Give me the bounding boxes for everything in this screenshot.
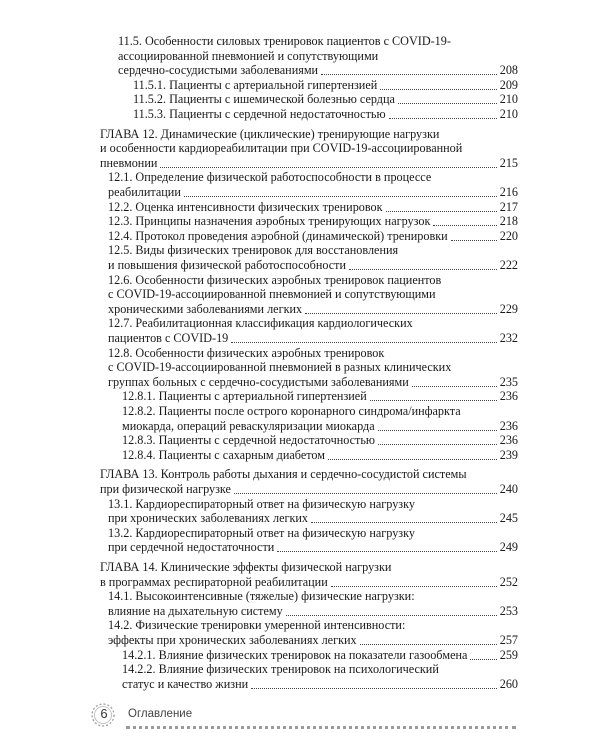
entry-page: 215 <box>499 155 518 170</box>
entry-title: 11.5.2. Пациенты с ишемической болезнью сердца <box>133 92 395 107</box>
toc-entry[interactable] <box>108 633 518 648</box>
entry-title: ассоциированной пневмонией и сопутствующими <box>118 48 379 63</box>
entry-title: с COVID-19-ассоциированной пневмонией в разных клинических <box>108 360 452 375</box>
entry-title: 12.5. Виды физических тренировок для восстановления <box>108 243 399 258</box>
entry-title: 11.5. Особенности силовых тренировок пациентов с COVID-19- <box>118 34 451 48</box>
entry-page: 208 <box>499 63 518 78</box>
dot-leader <box>470 659 496 660</box>
entry-title: 11.5.1. Пациенты с артериальной гипертензией <box>133 77 378 92</box>
entry-title: пациентов с COVID-19 <box>108 331 229 345</box>
page-number: 6 <box>100 706 108 721</box>
entry-title: 12.1. Определение физической работоспособности в процессе <box>108 170 432 185</box>
entry-page: 249 <box>499 540 518 555</box>
entry-page: 209 <box>499 77 518 92</box>
toc-entry[interactable] <box>122 662 518 677</box>
entry-title: 13.2. Кардиореспираторный ответ на физическую нагрузку <box>108 525 415 540</box>
entry-page: 210 <box>499 92 518 107</box>
entry-title: 14.1. Высокоинтенсивные (тяжелые) физические нагрузки: <box>108 589 415 604</box>
entry-page: 257 <box>499 633 518 647</box>
entry-page: 236 <box>499 418 518 433</box>
entry-title: 14.2.2. Влияние физических тренировок на психологический <box>122 662 439 677</box>
page-footer <box>88 700 528 730</box>
entry-page: 236 <box>499 433 518 448</box>
entry-title: сердечно-сосудистыми заболеваниями <box>118 63 319 78</box>
entry-title: 12.8. Особенности физических аэробных тренировок <box>108 345 385 360</box>
footer-section-title: Оглавление <box>128 708 193 720</box>
entry-title: 13.1. Кардиореспираторный ответ на физическую нагрузку <box>108 496 415 511</box>
entry-title: и повышения физической работоспособности <box>108 258 347 272</box>
toc-entry[interactable] <box>122 677 518 692</box>
entry-title: при хронических заболеваниях легких <box>108 511 309 526</box>
entry-page: 210 <box>499 107 518 121</box>
footer-dotted-rule <box>126 722 516 729</box>
entry-page: 253 <box>499 603 518 618</box>
entry-page: 239 <box>499 447 518 462</box>
entry-page: 245 <box>499 511 518 526</box>
entry-title: 12.2. Оценка интенсивности физических тренировок <box>108 199 383 214</box>
toc-entry[interactable] <box>108 618 405 633</box>
entry-page: 232 <box>499 331 518 345</box>
chapter-title: в программах респираторной реабилитации <box>100 574 328 589</box>
toc-entry[interactable] <box>122 648 518 663</box>
dot-leader <box>251 688 497 689</box>
entry-title: 12.4. Протокол проведения аэробной (динамической) тренировки <box>108 228 448 243</box>
entry-page: 216 <box>499 185 518 199</box>
entry-page: 260 <box>499 676 518 691</box>
entry-title: реабилитации <box>108 185 181 199</box>
entry-title: 12.8.1. Пациенты с артериальной гипертензией <box>122 389 367 404</box>
entry-page: 222 <box>499 258 518 272</box>
entry-title: 12.6. Особенности физических аэробных тренировок пациентов <box>108 272 442 287</box>
chapter-title: при физической нагрузке <box>100 482 231 496</box>
entry-page: 236 <box>499 389 518 404</box>
entry-title: 14.2. Физические тренировки умеренной интенсивности: <box>108 618 406 633</box>
chapter-title: пневмонии <box>100 155 158 170</box>
entry-title: 11.5.3. Пациенты с сердечной недостаточностью <box>133 107 386 121</box>
entry-title: группах больных с сердечно-сосудистыми заболеваниями <box>108 374 409 389</box>
entry-title: 12.3. Принципы назначения аэробных тренирующих нагрузок <box>108 214 431 229</box>
entry-page: 259 <box>499 647 518 662</box>
chapter-title: ГЛАВА 14. Клинические эффекты физической нагрузки <box>100 560 392 574</box>
chapter-title: ГЛАВА 12. Динамические (циклические) тренирующие нагрузки <box>100 126 440 141</box>
chapter-title: ГЛАВА 13. Контроль работы дыхания и сердечно-сосудистой системы <box>100 467 467 482</box>
entry-title: эффекты при хронических заболеваниях легких <box>108 633 357 647</box>
chapter-title: и особенности кардиореабилитации при COVID-19-ассоциированной <box>100 141 463 156</box>
entry-page: 217 <box>499 199 518 214</box>
entry-title: 12.8.4. Пациенты с сахарным диабетом <box>122 447 325 462</box>
entry-title: статус и качество жизни <box>122 676 249 691</box>
entry-page: 218 <box>499 214 518 229</box>
entry-title: хроническими заболеваниями легких <box>108 301 303 316</box>
dot-leader <box>360 644 497 645</box>
entry-title: с COVID-19-ассоциированной пневмонией и сопутствующими <box>108 287 436 302</box>
entry-title: миокарда, операций реваскуляризации миокарда <box>122 418 375 433</box>
entry-page: 220 <box>499 228 518 243</box>
entry-title: 14.2.1. Влияние физических тренировок на показатели газообмена <box>122 647 468 662</box>
entry-page: 229 <box>499 301 518 316</box>
entry-title: 12.7. Реабилитационная классификация кардиологических <box>108 316 413 331</box>
entry-title: при сердечной недостаточности <box>108 540 275 555</box>
entry-page: 235 <box>499 374 518 389</box>
entry-title: 12.8.3. Пациенты с сердечной недостаточностью <box>122 433 376 448</box>
entry-title: влияние на дыхательную систему <box>108 603 283 618</box>
entry-title: 12.8.2. Пациенты после острого коронарного синдрома/инфаркта <box>122 404 461 418</box>
entry-page: 252 <box>499 574 518 589</box>
entry-page: 240 <box>499 482 518 496</box>
